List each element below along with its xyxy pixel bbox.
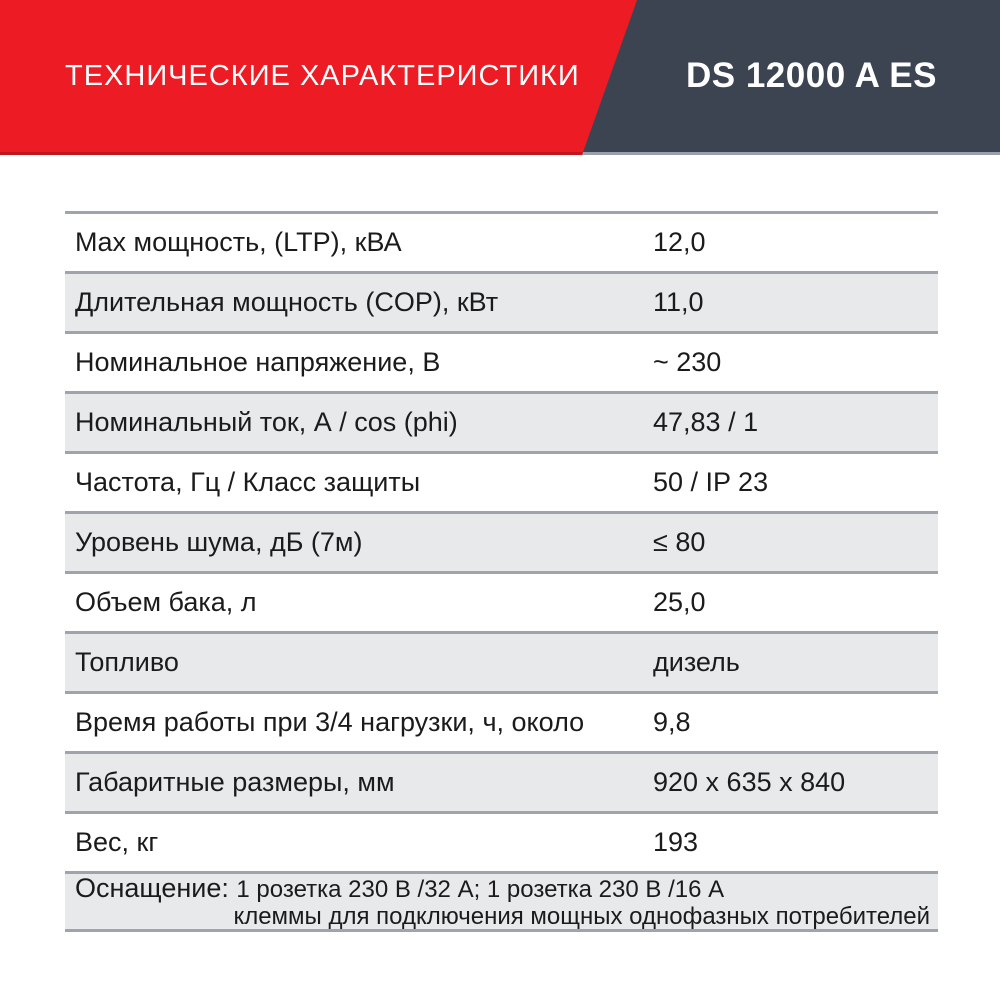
table-row-tank (65, 571, 938, 631)
row-label: Габаритные размеры, мм (75, 767, 395, 797)
row-label: Max мощность, (LTP), кВА (75, 227, 402, 257)
row-label: Номинальный ток, А / cos (phi) (75, 407, 458, 437)
table-row-runtime (65, 691, 938, 751)
row-value: дизель (653, 647, 740, 677)
row-label: Время работы при 3/4 нагрузки, ч, около (75, 707, 585, 737)
table-row-frequency (65, 451, 938, 511)
row-value: 25,0 (653, 587, 706, 617)
row-value: 9,8 (653, 707, 691, 737)
table-row-equipment (65, 871, 938, 932)
row-value: ≤ 80 (653, 527, 706, 557)
row-value: 11,0 (653, 287, 704, 317)
table-row-rated-power (65, 271, 938, 331)
header-banner (0, 0, 1000, 155)
equipment-line1 (65, 874, 938, 904)
row-value: 12,0 (653, 227, 706, 257)
row-label: Топливо (75, 647, 179, 677)
equipment-line2: клеммы для подключения мощных однофазных потребителей (233, 902, 930, 930)
table-row-dimensions (65, 751, 938, 811)
table-row-noise (65, 511, 938, 571)
page-title: ТЕХНИЧЕСКИЕ ХАРАКТЕРИСТИКИ (65, 59, 580, 92)
row-value: ~ 230 (653, 347, 722, 377)
equipment-label: Оснащение: (75, 872, 229, 903)
row-value: 920 x 635 x 840 (653, 767, 846, 797)
row-label: Вес, кг (75, 827, 159, 857)
equipment-sockets: 1 розетка 230 В /32 А; 1 розетка 230 В /16 А (236, 875, 725, 903)
row-label: Длительная мощность (COP), кВт (75, 287, 499, 317)
spec-table (65, 211, 938, 932)
row-value: 50 / IP 23 (653, 467, 769, 497)
table-row-max-power (65, 211, 938, 271)
table-row-voltage (65, 331, 938, 391)
row-value: 47,83 / 1 (653, 407, 759, 437)
row-label: Номинальное напряжение, В (75, 347, 441, 377)
table-row-weight (65, 811, 938, 871)
row-label: Объем бака, л (75, 587, 257, 617)
table-row-current (65, 391, 938, 451)
model-name: DS 12000 A ES (686, 56, 937, 95)
row-label: Уровень шума, дБ (7м) (75, 527, 363, 557)
row-label: Частота, Гц / Класс защиты (75, 467, 421, 497)
table-row-fuel (65, 631, 938, 691)
row-value: 193 (653, 827, 699, 857)
